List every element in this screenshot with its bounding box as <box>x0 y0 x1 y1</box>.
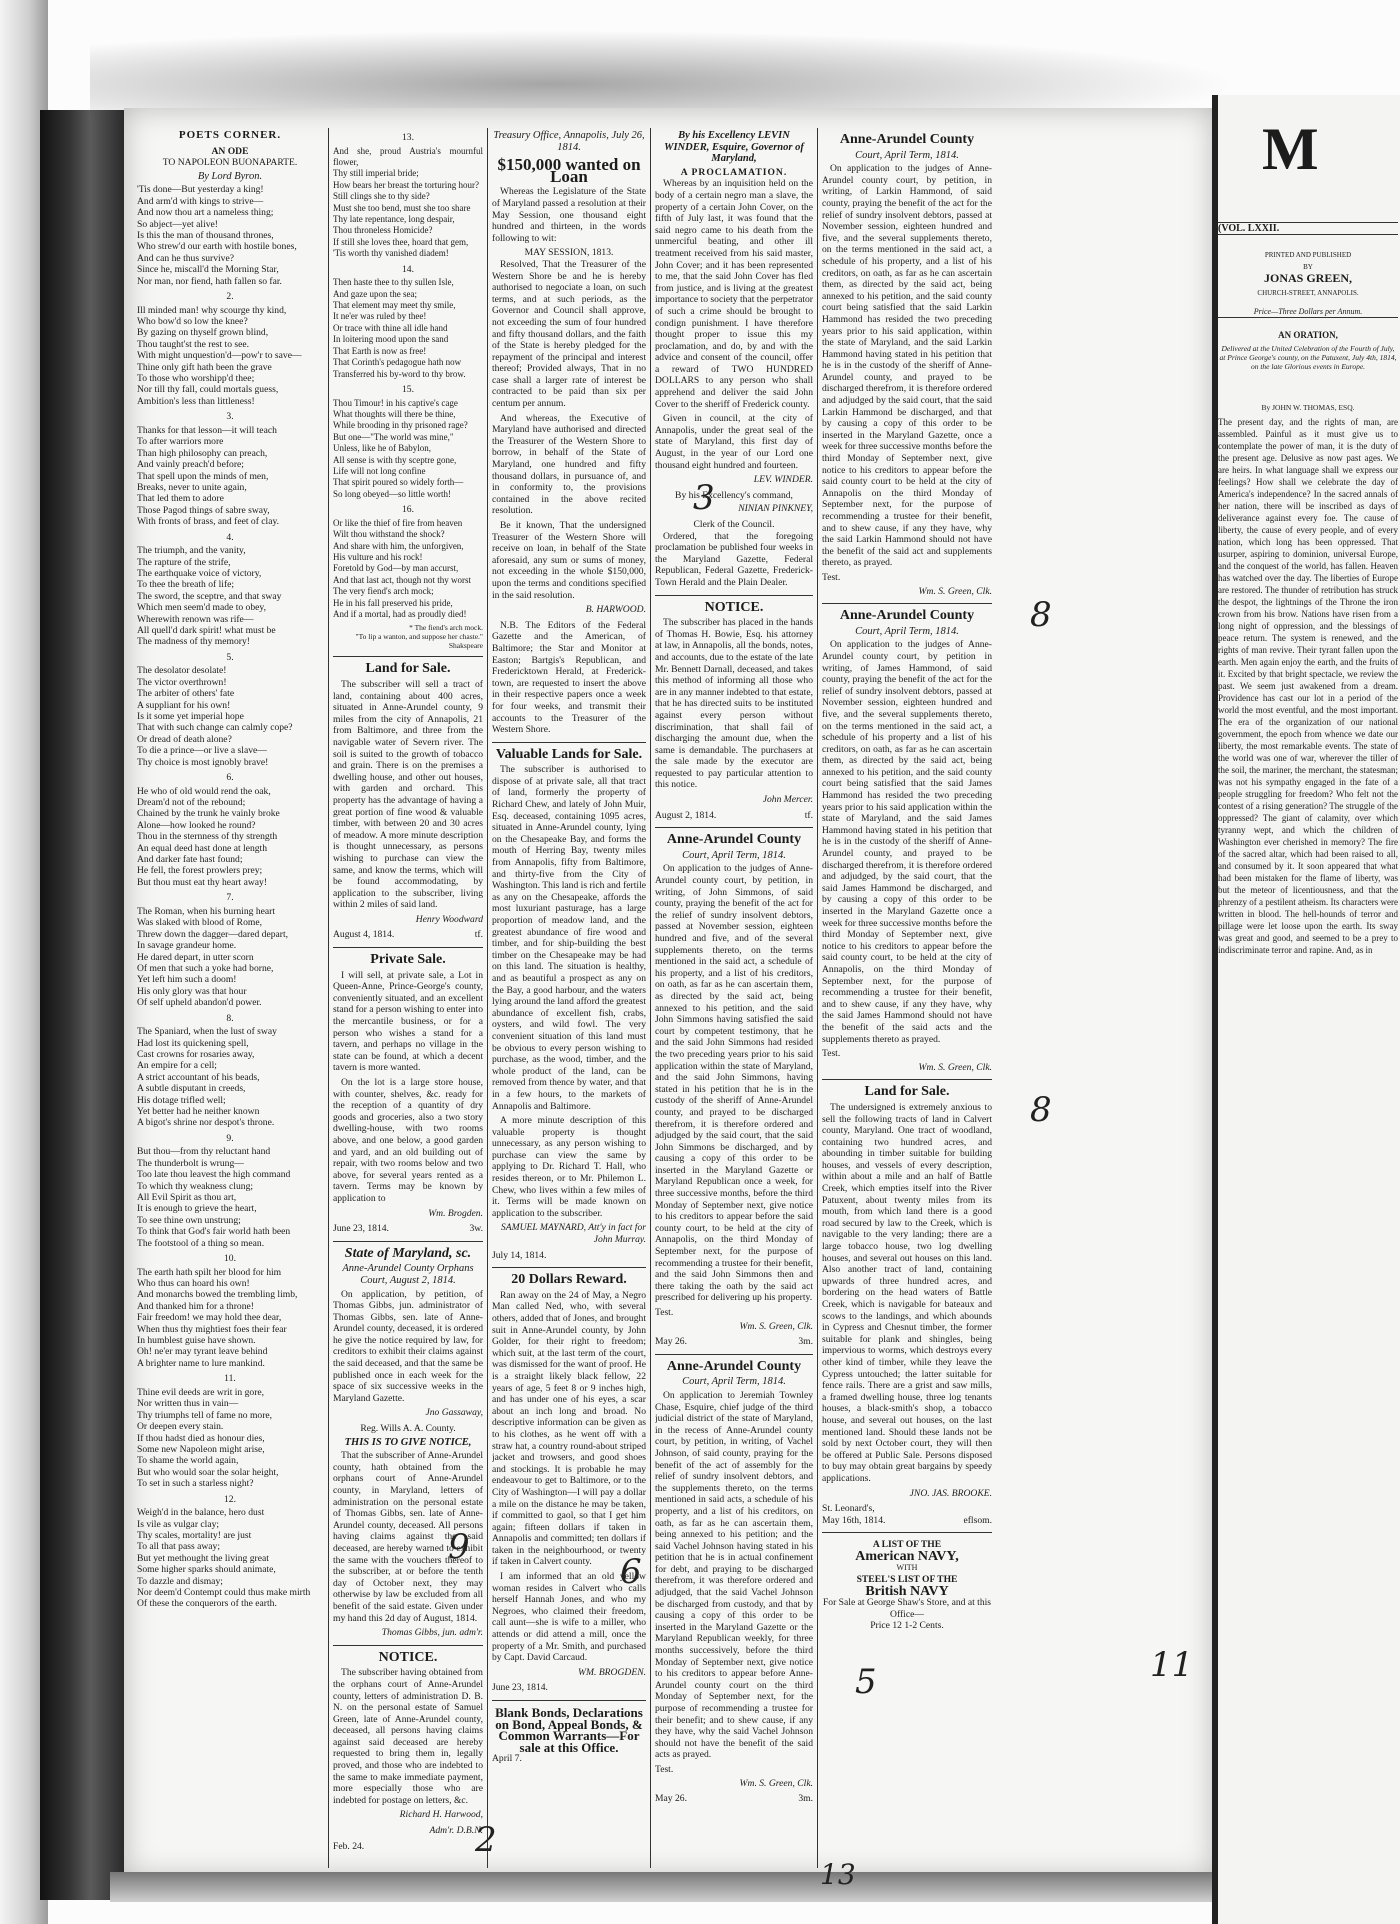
publisher-place: CHURCH-STREET, ANNAPOLIS. <box>1257 289 1359 297</box>
county-court-title: Anne-Arundel County <box>839 608 975 624</box>
stanza-number: 5. <box>226 651 234 663</box>
treasury-dateline: Treasury Office, Annapolis, July 26, 1814. <box>493 130 645 153</box>
divider <box>822 1532 992 1533</box>
ad-date: May 26. <box>655 1336 687 1348</box>
stanza-number: 8. <box>226 1012 234 1024</box>
ad-footer <box>655 1336 813 1348</box>
stanza-11: Thine evil deeds are writ in gore, Nor written thus in vain— Thy triumphs tell of fame no more, Or deepen every stain. If thou hadst died as honour dies, Some new Napoleon might arise, To shame the world again, But who would soar the solar height, To set in such a starless night? <box>137 1386 279 1490</box>
ad-date: April 7. <box>492 1753 522 1765</box>
footnote: * The fiend's arch mock. "To lip a wanton, and suppose her chaste." Shakspeare <box>355 623 483 651</box>
stanza-3: Thanks for that lesson—it will teach To after warriors more Than high philosophy can preach, And vainly preach'd before; That spell upon the minds of men, Breaks, never to unite again, That led them to adore Those Pagod things of sabre sway, With fronts of brass, and feet of clay. <box>137 424 280 528</box>
oration-title: AN ORATION, <box>1278 330 1338 340</box>
oration-body: The present day, and the rights of man, are assembled. Painful as it must give us to contemplate the power of man, it is the duty of the present age. Delusive as now past ages. We are heirs. In what language shall we express our feelings? How shall we celebrate the day of America's independence? In the sacred annals of her nation, there will be inscribed as days of deliverance against every foe. The cause of liberty, the cause of every people, and of every nation, which long has been oppressed. That usurper, aspiring to dominion, universal Europe, and the conquest of the world, has fallen. Heaven has watched over the day. The liberties of Europe are restored. The thunder of retribution has struck the despot, the lightnings of the Throne the iron crown from his brow. Nations have risen from a long night of oppression, and the blessings of peace return. The system is renewed, and the rights of man revive. Their tyrant fallen upon the earth. Men again enjoy the earth, and the fruits of it. Excited by that bright spectacle, we review the past. We seem just awakened from a dream. Providence has cast our lot in a period of the world the most eventful, and the most important. The era of the organization of our national government, the epoch from whence we date our liberty, the most remarkable events. The state of the world was one of war, wherever the tiller of the soil, the mariner, the merchant, the statesman; was not his sympathy engaged in the fate of a people struggling for freedom? Who felt not the contest of a rising generation? The struggle of the oppressed? The giant of calamity, over which tyranny wept, and which the children of Washington ever cherished in memory? The fire of the sacred altar, which had been raised to all, and consumed by it. It soon appeared that what had been mistaken for the flame of liberty, was but the meteor of licentiousness, and that the phrenzy of a pestilent atheism. Its characters were written in blood. The hell-hounds of terror and pillage were let loose upon the earth. Its sway was great and good, and seemed to be a prey to indiscriminate terror and rapine. And, as in <box>1218 417 1398 955</box>
handwritten-number: 13 <box>820 1858 856 1891</box>
ad-date: Feb. 24. <box>333 1840 365 1852</box>
county-court-sub: Court, April Term, 1814. <box>855 625 959 637</box>
ad-footer <box>333 929 483 941</box>
stanza-number: 11. <box>224 1373 236 1385</box>
stanza-number: 9. <box>226 1132 234 1144</box>
county-court-text: On application to Jeremiah Townley Chase, Esquire, chief judge of the third judicial district of the state of Maryland, in the recess of Anne-Arundel county court, by petition, in writing, of Vachel Johnson, of said county, praying for the benefit of the act of assembly for the relief of sundry insolvent debtors, and the supplements thereto, on the terms mentioned in said acts, a schedule of his property, and a list of his creditors, on oath, as far as he can ascertain them, being annexed to his petition; and the said Vachel Johnson having stated in his petition that he is in actual confinement for debt, and praying to be discharged therefrom, it was therefore ordered and adjudged, that the said Vachel Johnson be discharged from custody, and that by causing a copy of this order to be inserted in the Maryland Gazette or the Maryland Republican weekly, for three months successively, before the third Monday of September next, give notice to his creditors to appear before Anne-Arundel county court on the third Monday of September next, for the purpose of recommending a trustee for their benefit; and to shew cause, if any they have, why the said Vachel Johnson should not have the benefit of the said acts as prayed. <box>655 1389 813 1761</box>
handwritten-number: 8 <box>1030 595 1052 635</box>
county-court-title: Anne-Arundel County <box>666 832 802 848</box>
land-for-sale-title: Land for Sale. <box>864 1084 950 1100</box>
county-court-sub: Court, April Term, 1814. <box>682 849 786 861</box>
ad-place: St. Leonard's, <box>822 1503 875 1515</box>
stanza-13: And she, proud Austria's mournful flower, Thy still imperial bride; How bears her breast the torturing hour? Still clings she to thy side? Must she too bend, must she too share Thy late repentance, long despair, Thou throneless Homicide? If still she loves thee, hoard that gem, 'Tis worth thy vanished diadem! <box>333 145 483 259</box>
column-rule <box>650 128 651 1868</box>
loan-text: Whereas the Legislature of the State of Maryland passed a resolution at their May Session, one thousand eight hundred and thirteen, in the words following to wit: <box>492 186 646 244</box>
land-for-sale-title: Land for Sale. <box>365 661 451 677</box>
ad-date: August 2, 1814. <box>655 809 717 821</box>
divider <box>492 1267 646 1268</box>
stanza-number: 14. <box>402 263 414 275</box>
ad-term: 3m. <box>798 1336 813 1348</box>
stanza-7: The Roman, when his burning heart Was slaked with blood of Rome, Threw down the dagger—dared depart, In savage grandeur home. He dared depart, in utter scorn Of men that such a yoke had borne, Yet left him such a doom! His only glory was that hour Of self upheld abandon'd power. <box>137 905 289 1009</box>
county-court-sub: Court, April Term, 1814. <box>855 149 959 161</box>
navy-price: Price 12 1-2 Cents. <box>870 1620 944 1632</box>
ad-term: tf. <box>474 929 483 941</box>
county-court-sub: Court, April Term, 1814. <box>682 1376 786 1388</box>
stanza-14: Then haste thee to thy sullen Isle, And gaze upon the sea; That element may meet thy smile, It ne'er was ruled by thee! Or trace with thine all idle hand In loitering mood upon the sand That Earth is now as free! That Corinth's pedagogue hath now Transferred his by-word to thy brow. <box>333 277 466 379</box>
valuable-lands-title: Valuable Lands for Sale. <box>495 746 643 762</box>
stanza-10: The earth hath spilt her blood for him Who thus can hoard his own! And monarchs bowed the trembling limb, And thanked him for a throne! Fair freedom! we may hold thee dear, When thus thy mightiest foes their fear In humblest guise have shown. Oh! ne'er may tyrant leave behind A brighter name to lure mankind. <box>137 1266 298 1369</box>
land-for-sale-text: The undersigned is extremely anxious to sell the following tracts of land in Calvert county, Maryland. One tract of woodland, containing two hundred acres, and abounding in timber suitable for building houses, and vessels of every description, within about a mile and an half of Battle Creek, which empties itself into the River Patuxent, about twenty miles from its mouth, from which land there is a good road secured by law to the Creek, which is navigable to the very landing; there are a large tobacco house, two log dwelling houses, and several out houses on this land. Also another tract of land, containing upwards of three hundred acres, and bordering on the head waters of Battle Creek, which is navigable for bateaux and scows to the landings, and which abounds in Cypress and Chesnut timber, the former suitable for plank and shingles, being impervious to worms, which destroys every other kind of timber, while they leave the Cypress untouched; the latter suitable for fence rails. There are a grist and saw mills, a framed dwelling house, three log tenants houses, a black-smith's shop, a tobacco house, and several out houses, on the last mentioned land. Should these lands not be sold by next October court, they will then be offered at Public Sale. Persons disposed to buy may obtain great bargains by speedy applications. <box>822 1101 992 1484</box>
book-binding-spine <box>40 110 124 1900</box>
navy-british: British NAVY <box>865 1583 949 1599</box>
resolved-text: Resolved, That the Treasurer of the Western Shore be and he is hereby authorised to negociate a loan, on such terms, and at such periods, as the Governor and Council shall approve, not exceeding the sum of four hundred and fifty thousand dollars, and the faith of the State is hereby pledged for the repayment of the principal and interest thereof; Provided always, That in no case shall a larger rate of interest be contracted to be paid than six per centum per annum. <box>492 258 646 410</box>
stanza-number: 15. <box>402 383 414 395</box>
stanza-number: 10. <box>224 1253 236 1265</box>
state-of-maryland-title: State of Maryland, sc. <box>344 1245 472 1261</box>
price-line: Price—Three Dollars per Annum. <box>1218 306 1398 318</box>
by-line: BY <box>1303 263 1313 271</box>
county-court-title: Anne-Arundel County <box>839 132 975 147</box>
valuable-lands-text-2: A more minute description of this valuable property is thought unnecessary, as any person wishing to purchase can view the same by applying to Dr. Richard T. Hall, who resides thereon, or to Mr. Philemon L. Chew, who lives within a few miles of it. Terms will be made known on application to the subscriber. <box>492 1115 646 1219</box>
stanza-number: 12. <box>224 1493 236 1505</box>
signature-title: Adm'r. D.B.N. <box>429 1825 483 1837</box>
notice-text: The subscriber has placed in the hands of Thomas H. Bowie, Esq. his attorney at law, in Annapolis, all the bonds, notes, and accounts, due to the estate of the late Mr. Bennett Darnall, deceased, and takes this method of informing all those who are in any manner indebted to that estate, that he has directed suits to be instituted against every person without discrimination, that shall fail of discharging the amount due, when the same is demandable. The purchasers at the sale made by the executor are requested to pay particular attention to this notice. <box>655 617 813 791</box>
test-line: Test. <box>655 1763 674 1775</box>
session-heading: MAY SESSION, 1813. <box>524 247 614 259</box>
divider <box>333 1645 483 1646</box>
column-5 <box>822 128 992 1858</box>
reward-title: 20 Dollars Reward. <box>511 1272 627 1288</box>
state-of-maryland-sub: Anne-Arundel County Orphans Court, August 2, 1814. <box>342 1263 474 1286</box>
divider <box>655 595 813 596</box>
handwritten-number: 5 <box>855 1662 877 1702</box>
poem-title: AN ODE <box>211 145 249 157</box>
signature: NINIAN PINKNEY, <box>738 503 813 515</box>
divider <box>655 1354 813 1355</box>
divider <box>333 656 483 657</box>
divider <box>492 742 646 743</box>
test-line: Test. <box>822 1048 841 1060</box>
ad-term: tf. <box>804 809 813 821</box>
editors-note: N.B. The Editors of the Federal Gazette and the American, of Baltimore; the Star and Monitor at Easton; Bartgis's Republican, and Fredericktown Herald, at Frederick-town, are requested to insert the above in their respective papers once a week for four weeks, and transmit their accounts to the Treasurer of the Western Shore. <box>492 619 646 736</box>
ad-date: May 16th, 1814. <box>822 1514 886 1526</box>
county-court-text: On application to the judges of Anne-Arundel county court, by petition, in writing, of John Simmons, of said county, praying the benefit of the act for the relief of sundry insolvent debtors, passed at November session, eighteen hundred and five, and of the several supplements thereto, on the terms mentioned in the said act, a schedule of his property, and a list of his creditors, on oath, as far as he can ascertain them, as directed by the said act, being annexed to his petition, and the said John Simmons having satisfied the said court by competent testimony, that he and the said John Simmons had resided the two preceding years prior to his said application within the state of Maryland, and the said John Simmons, having stated in his petition that he is in the custody of the sheriff of Anne-Arundel county, and prayed to be discharged therefrom, it is therefore ordered and adjudged by the said court, that the said John Simmons be discharged, and by causing a copy of this order to be inserted in the Maryland Gazette or Maryland Republican once a week, for three successive months, before the third Monday of September next, give notice to his creditors to appear before the said county court, to be held at the city of Annapolis, on the third Monday of September next, for the purpose of recommending a trustee for their benefit, and the said John Simmons then and there taking the oath by the said act prescribed for delivering up his property. <box>655 863 813 1304</box>
scan-smudge <box>90 30 1240 120</box>
divider <box>333 1241 483 1242</box>
signature: WM. BROGDEN. <box>578 1666 646 1678</box>
oration-subtitle: Delivered at the United Celebration of the Fourth of July, at Prince George's county, on the Patuxent, July 4th, 1814, on the late Glorious events in Europe. <box>1219 344 1397 371</box>
signature: Wm. S. Green, Clk. <box>739 1320 813 1332</box>
proclamation-title: A PROCLAMATION. <box>680 166 788 178</box>
handwritten-number: 9 <box>448 1527 470 1567</box>
state-of-maryland-text: On application, by petition, of Thomas Gibbs, jun. administrator of Thomas Gibbs, sen. late of Anne-Arundel county, deceased, it is ordered he give the notice required by law, for creditors to exhibit their claims against the said deceased, and that the same be published once in each week for the space of six successive weeks in the Maryland Gazette. <box>333 1288 483 1404</box>
stanza-8: The Spaniard, when the lust of sway Had lost its quickening spell, Cast crowns for rosaries away, An empire for a cell; A strict accountant of his beads, A subtle disputant in creeds, His dotage trifled well; Yet better had he neither known A bigot's shrine nor despot's throne. <box>137 1026 277 1129</box>
column-3 <box>492 128 646 1858</box>
ad-date: June 23, 1814. <box>333 1223 389 1235</box>
signature: Thomas Gibbs, jun. adm'r. <box>381 1627 483 1639</box>
column-4 <box>655 128 813 1858</box>
stanza-2: Ill minded man! why scourge thy kind, Who bow'd so low the knee? By gazing on thyself grown blind, Thou taught'st the rest to see. With might unquestion'd—pow'r to save— Thine only gift hath been the grave To those who worshipp'd thee; Nor till thy fall, could mortals guess, Ambition's less than littleness! <box>137 304 302 407</box>
signature: Wm. S. Green, Clk. <box>918 1061 992 1073</box>
private-sale-title: Private Sale. <box>370 952 446 968</box>
stanza-number: 13. <box>402 132 414 143</box>
test-line: Test. <box>822 571 841 583</box>
whereas-text: And whereas, the Executive of Maryland have authorised and directed the Treasurer of the Western Shore to borrow, in behalf of the State of Maryland, one hundred and fifty thousand dollars, in pursuance of, and in conformity to, the provisions contained in the above recited resolution. <box>492 412 646 517</box>
oration-author: By JOHN W. THOMAS, ESQ. <box>1261 403 1355 412</box>
proclamation-command: By his Excellency's command, <box>675 489 793 501</box>
notice-text: The subscriber having obtained from the orphans court of Anne-Arundel county, letters of administration D. B. N. on the personal estate of Samuel Green, late of Anne-Arundel county, deceased, all persons having claims against said deceased are hereby requested to bring them in, legally proved, and those who are indebted to the same to make immediate payment, more especially those who are indebted for postage on letters, &c. <box>333 1667 483 1806</box>
volume-line: (VOL. LXXII. <box>1218 222 1398 235</box>
poets-corner-header: POETS CORNER. <box>178 129 282 141</box>
signature: Richard H. Harwood, <box>399 1809 483 1821</box>
notice-title: NOTICE. <box>704 599 764 615</box>
divider <box>655 827 813 828</box>
handwritten-number: 8 <box>1030 1090 1052 1130</box>
proclamation-text: Whereas by an inquisition held on the body of a certain negro man a slave, the property of a certain John Cover, on the fifth of July last, it was found that the said negro came to his death from the unmerciful beating, and other ill treatment received from his said master, John Cover; and it has been represented to me, that the said John Cover has fled from justice, and is living at the greatest importance to society that the perpetrator of such a crime should be brought to condign punishment. I have therefore thought proper to issue this my proclamation, and do, by and with the advice and consent of the council, offer a reward of TWO HUNDRED DOLLARS to any person who shall apprehend and deliver the said John Cover to the sheriff of Frederick county. <box>655 178 813 410</box>
proclamation-ordered: Ordered, that the foregoing proclamation be published four weeks in the Maryland Gazette, Federal Republican, Federal Gazette, Frederick-Town Herald and the Plain Dealer. <box>655 530 813 588</box>
stanza-15: Thou Timour! in his captive's cage What thoughts will there be thine, While brooding in thy prisoned rage? But one—"The world was mine," Unless, like he of Babylon, All sense is with thy sceptre gone, Life will not long confine That spirit poured so widely forth— So long obeyed—so little worth! <box>333 397 468 499</box>
valuable-lands-text: The subscriber is authorised to dispose of at private sale, all that tract of land, formerly the property of Richard Chew, and lately of John Muir, Esq. deceased, containing 1095 acres, situated in Anne-Arundel county, lying on the Chesapeake Bay, and forms the mouth of Herring Bay, twenty miles from Annapolis, fifty from Baltimore, and thirty-five from the City of Washington. This land is rich and fertile as any on the Chesapeake, affords the most luxuriant pasturage, has a large proportion of meadow land, and the greatest abundance of fire wood and timber, and for ship-building the best timber on the Chesapeake may be had on this land. The situation is healthy, and as beautiful a prospect as any on the Bay, a good harbour, and the waters lying around the land afford the greatest abundance of excellent fish, crabs, oysters, and wild fowl. The very convenient situation of this land must be obvious to every person wishing to purchase, as the wood, timber, and the whole product of the land, can be removed from thence by water, and that in a few hours, to the markets of Annapolis and Baltimore. <box>492 764 646 1112</box>
stanza-16: Or like the thief of fire from heaven Wilt thou withstand the shock? And share with him, the unforgiven, His vulture and his rock! Foretold by God—by man accurst, And that last act, though not thy worst The very fiend's arch mock; He in his fall preserved his pride, And if a mortal, had as proudly died! <box>333 517 471 619</box>
private-sale-text-2: On the lot is a large store house, with counter, shelves, &c. ready for the reception of a quantity of dry goods and groceries, also a two story dwelling-house, with two rooms above, and one below, a good garden and yard, and an old building out of repair, with two rooms below and two above, for several years rented as a tavern. Terms may be known by application to <box>333 1077 483 1204</box>
loan-title: $150,000 wanted on Loan <box>497 155 641 186</box>
divider <box>333 947 483 948</box>
navy-with: WITH <box>896 1563 918 1573</box>
stanza-6: He who of old would rend the oak, Dream'd not of the rebound; Chained by the trunk he vainly broke Alone—how looked he round? Thou in the sternness of thy strength An equal deed hast done at length And darker fate hast found; He fell, the forest prowlers prey; But thou must eat thy heart away! <box>137 785 280 888</box>
navy-steel: STEEL'S LIST OF THE <box>856 1574 958 1586</box>
divider <box>492 1700 646 1701</box>
navy-list-title: A LIST OF THE <box>872 1539 942 1551</box>
signature: LEV. WINDER. <box>753 474 813 486</box>
clerk-line: Clerk of the Council. <box>693 519 775 530</box>
ad-term: eflsom. <box>963 1514 992 1526</box>
handwritten-number: 2 <box>475 1820 497 1860</box>
stanza-number: 6. <box>226 772 234 784</box>
stanza-number: 7. <box>226 892 234 904</box>
county-court-text: On application to the judges of Anne-Arundel county court, by petition in writing, of James Hammond, of said county, praying the benefit of the act for the relief of sundry insolvent debtors, passed at November session, eighteen hundred and five, and the several supplements thereto, on the terms mentioned in the said act, a schedule of his property and a list of his creditors, on oath, as far as he can ascertain them, as directed by the said act, being annexed to his petition, and the said county court being satisfied that the said James Hammond has resided the two preceding years prior to his said application within the state of Maryland, and the said James Hammond having stated in his petition that he is in the custody of the sheriff of Anne-Arundel county, and prayed to be discharged therefrom, it is therefore ordered and adjudged, by the said court, that the said James Hammond be discharged, and by causing a copy of this order to be inserted in the Maryland Gazette once a week for three successive months before the third Monday of September next, give notice to his creditors to appear before the said county court, to be held at the city of Annapolis, on the third Monday of September next, for the purpose of recommending a trustee for their benefit, and to shew cause, if any they have, why the said James Hammond should not have the benefit of the said acts and the supplements thereto as prayed. <box>822 639 992 1045</box>
give-notice-title: THIS IS TO GIVE NOTICE, <box>344 1436 472 1448</box>
stanza-number: 3. <box>226 411 234 423</box>
column-poets-corner <box>137 128 323 1858</box>
proclamation-given: Given in council, at the city of Annapolis, under the great seal of the state of Maryland, this first day of August, in the year of our Lord one thousand eight hundred and fourteen. <box>655 413 813 471</box>
signature: John Mercer. <box>762 794 813 806</box>
column-rule <box>487 128 488 1868</box>
navy-sale: For Sale at George Shaw's Store, and at this Office— <box>822 1597 992 1620</box>
column-rule <box>817 128 818 1868</box>
proclamation-head: By his Excellency LEVIN WINDER, Esquire, Governor of Maryland, <box>664 130 804 165</box>
ad-date: June 23, 1814. <box>492 1682 548 1694</box>
be-it-known-text: Be it known, That the undersigned Treasurer of the Western Shore will receive on loan, in behalf of the State aforesaid, any sum or sums of money, not exceeding in the whole $150,000, upon the terms and conditions specified in the said resolution. <box>492 520 646 601</box>
column-rule <box>328 128 329 1868</box>
private-sale-text: I will sell, at private sale, a Lot in Queen-Anne, Prince-George's county, conveniently situated, and an excellent stand for a person wishing to enter into the mercantile business, or for a person who wishes a stand for a tavern, and perhaps no village in the state can be found, at which a decent tavern is more wanted. <box>333 969 483 1074</box>
divider <box>822 603 992 604</box>
divider <box>822 1079 992 1080</box>
handwritten-number: 6 <box>620 1552 642 1592</box>
handwritten-number: 11 <box>1150 1645 1194 1685</box>
signature: Wm. Brogden. <box>428 1207 483 1219</box>
stanza-5: The desolator desolate! The victor overthrown! The arbiter of others' fate A suppliant for his own! Is it some yet imperial hope That with such change can calmly cope? Or dread of death alone? To die a prince—or live a slave— Thy choice is most ignobly brave! <box>137 665 293 768</box>
signature: B. HARWOOD. <box>585 604 646 616</box>
handwritten-number: 3 <box>693 478 715 518</box>
signature: JNO. JAS. BROOKE. <box>909 1487 992 1499</box>
poem-subtitle: TO NAPOLEON BUONAPARTE. <box>162 157 298 169</box>
signature: Wm. S. Green, Clk. <box>918 585 992 597</box>
blank-bonds-title: Blank Bonds, Declarations on Bond, Appeal Bonds, & Common Warrants—For sale at this Office. <box>495 1705 643 1755</box>
column-2 <box>333 128 483 1858</box>
ad-term: 3m. <box>798 1793 813 1805</box>
stanza-4: The triumph, and the vanity, The rapture of the strife, The earthquake voice of victory, To thee the breath of life; The sword, the sceptre, and that sway Which men seem'd made to obey, Wherewith renown was rife— All quell'd dark spirit! what must be The madness of thy memory! <box>137 545 282 648</box>
stanza-1: 'Tis done—But yesterday a king! And arm'd with kings to strive— And now thou art a nameless thing; So abject—yet alive! Is this the man of thousand thrones, Who strew'd our earth with hostile bones, And can he thus survive? Since he, miscall'd the Morning Star, Nor man, nor fiend, hath fallen so far. <box>137 184 297 287</box>
stanza-12: Weigh'd in the balance, hero dust Is vile as vulgar clay; Thy scales, mortality! are just To all that pass away; But yet methought the living great Some higher sparks should animate, To dazzle and dismay; Nor deem'd Contempt could thus make mirth Of these the conquerors of the earth. <box>137 1507 311 1610</box>
test-line: Test. <box>655 1307 674 1318</box>
stanza-number: 4. <box>226 531 234 543</box>
book-bottom-edge <box>110 1872 1220 1902</box>
publisher-name: JONAS GREEN, <box>1263 271 1352 285</box>
ad-term: 3w. <box>469 1223 483 1235</box>
stanza-9: But thou—from thy reluctant hand The thunderbolt is wrung— Too late thou leavest the high command To which thy weakness clung; All Evil Spirit as thou art, It is enough to grieve the heart, To see thine own unstrung; To think that God's fair world hath been The footstool of a thing so mean. <box>137 1146 291 1249</box>
reward-text-2: I am informed that an old yellow woman resides in Calvert who calls herself Hannah Jones, and who my Negroes, who claimed their freedom, call aunt—she is wife to a miller, who attends or did attend a mill, once the property of a Mr. Smith, and purchased by Capt. David Carcaud. <box>492 1571 646 1664</box>
ad-footer <box>655 1793 813 1805</box>
register-line: Reg. Wills A. A. County. <box>360 1423 456 1435</box>
land-for-sale-text: The subscriber will sell a tract of land, containing about 400 acres, situated in Anne-Arundel county, 9 miles from the city of Annapolis, 21 from Baltimore, and three from the navigable water of Severn river. The soil is suited to the growth of tobacco and grain. There is on the premises a dwelling house, and other out houses, with garden and orchard. This property has the advantage of having a great portion of fine wood & valuable timber, with between 20 and 30 acres of meadow. A more minute description is thought unnecessary, as persons wishing to purchase can view the same, and know the terms, which will be found accommodating, by application to the subscriber, living within 2 miles of said land. <box>333 679 483 911</box>
ad-footer <box>333 1223 483 1235</box>
county-court-title: Anne-Arundel County <box>666 1358 802 1374</box>
give-notice-text: That the subscriber of Anne-Arundel county, hath obtained from the orphans court of Anne-Arundel county, in Maryland, letters of administration on the personal estate of Thomas Gibbs, sen. late of Anne-Arundel county, deceased. All persons having claims against the said deceased, are hereby warned to exhibit the same with the vouchers thereof to the subscriber, at or before the tenth day of October next, they may otherwise by law be excluded from all benefit of the said estate. Given under my hand this 2d day of August, 1814. <box>333 1450 483 1624</box>
poem-author: By Lord Byron. <box>197 170 263 182</box>
county-court-text: On application to the judges of Anne-Arundel county court, by petition, in writing, of Larkin Hammond, of said county, praying the benefit of the act for the relief of sundry insolvent debtors, passed at November session, eighteen hundred and five, and the several supplements thereto, on the terms mentioned in the said act, a schedule of his property, and a list of his creditors, on oath, as far as he can ascertain them, as directed by the said act, being annexed to his petition, and the said county court being satisfied that the said Larkin Hammond has resided the two preceding years prior to his said application, within the state of Maryland, and the said Larkin Hammond having stated in his petition that he is in the custody of the sheriff of Anne-Arundel county, and prayed to be discharged therefrom, it is therefore ordered and adjudged by the said court, that the said Larkin Hammond be discharged, and that by causing a copy of this order to be inserted in the Maryland Gazette, once a week for three successive months before the third Monday of September next, give notice to his creditors to appear before the said county court to be held at the city of Annapolis on the third Monday of September next, for the purpose of recommending a trustee for their benefit, and to shew cause, if any they have, why the said Larkin Hammond should not have the benefit of the said act and supplements thereto, as prayed. <box>822 163 992 569</box>
stanza-number: 16. <box>402 504 414 516</box>
reward-text: Ran away on the 24 of May, a Negro Man called Ned, who, with several others, added that of Jones, and brought suit in Anne-Arundel county, by John Golder, for their right to freedom; which suit, at the last term of the court, was dismissed for the want of proof. He is a straight likely black fellow, 22 years of age, 5 feet 8 or 9 inches high, and has under one of his eyes, a scar about an inch long and broad. No descriptive information can be given as to his clothes, as he went off with a straw hat, a country round-about striped jacket and trowsers, and good shoes and stockings. It is probable he may endeavour to get to Baltimore, or to the City of Washington—I will pay a dollar a mile on the distance he may be taken, if committed to gaol, so that I get him again; fifteen dollars if taken in Annapolis and committed; ten dollars if taken in the neighbourhood, or twenty if taken in Calvert county. <box>492 1289 646 1568</box>
navy-list-title-2: American NAVY, <box>855 1548 959 1564</box>
signature: Jno Gassaway, <box>425 1407 483 1419</box>
ad-date: August 4, 1814. <box>333 929 395 941</box>
printed-line: PRINTED AND PUBLISHED <box>1264 251 1352 259</box>
masthead-fragment: M <box>1262 116 1317 182</box>
stanza-number: 2. <box>226 291 234 303</box>
ad-date: July 14, 1814. <box>492 1249 547 1261</box>
signature: SAMUEL MAYNARD, Att'y in fact for John Murray. <box>500 1222 646 1246</box>
notice-title: NOTICE. <box>378 1649 438 1665</box>
ad-date: May 26. <box>655 1793 687 1805</box>
ad-footer <box>822 1515 992 1527</box>
signature: Wm. S. Green, Clk. <box>739 1777 813 1789</box>
signature: Henry Woodward <box>415 913 483 925</box>
ad-footer <box>655 810 813 822</box>
